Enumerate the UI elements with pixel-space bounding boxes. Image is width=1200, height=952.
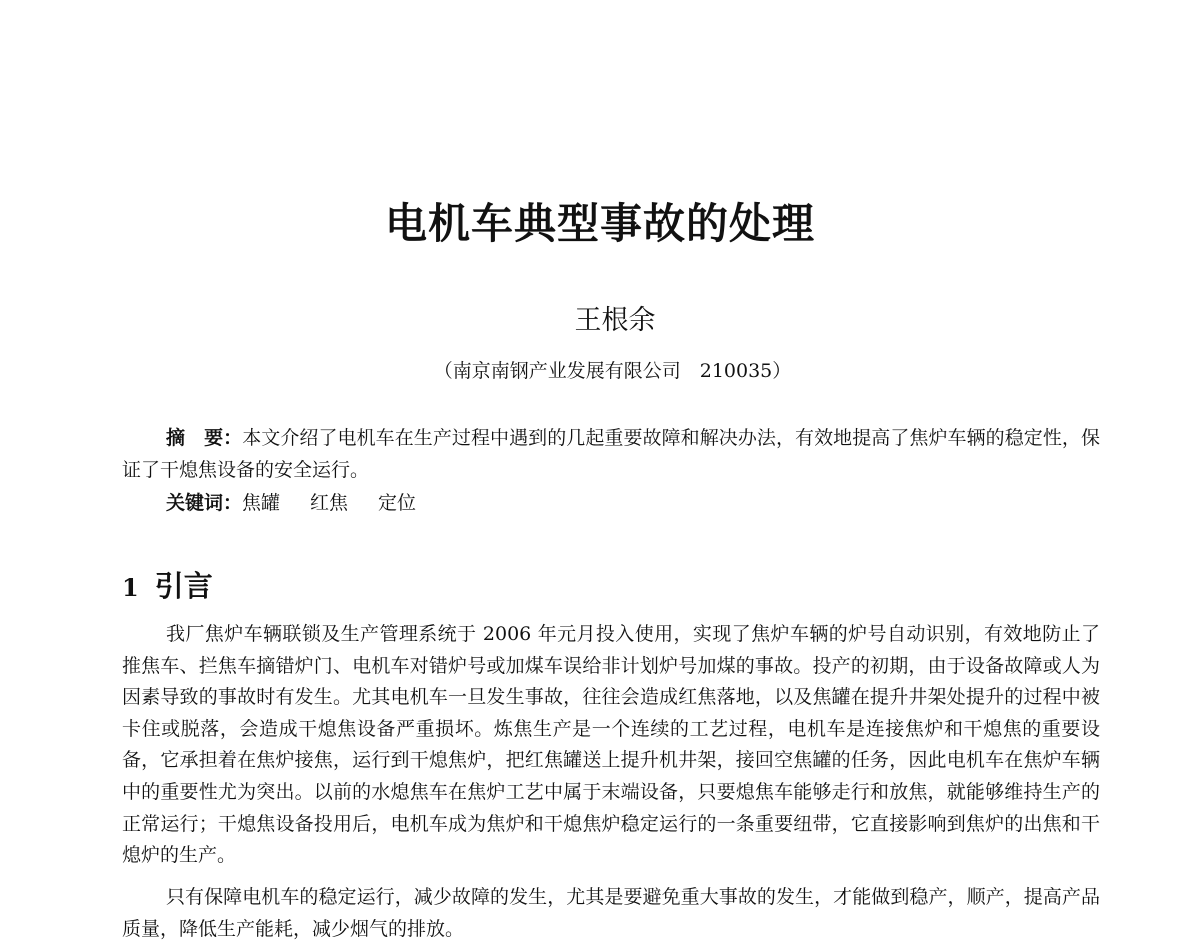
body-paragraph: 只有保障电机车的稳定运行，减少故障的发生，尤其是要避免重大事故的发生，才能做到稳产，顺产，提高产品质量，降低生产能耗，减少烟气的排放。 bbox=[122, 886, 1100, 940]
keywords bbox=[166, 487, 446, 519]
author-affiliation: （南京南钢产业发展有限公司 210035） bbox=[433, 360, 792, 382]
abstract bbox=[122, 422, 1100, 486]
section-heading bbox=[122, 566, 213, 608]
paper-title: 电机车典型事故的处理 bbox=[384, 199, 815, 248]
keyword-item: 焦罐 bbox=[242, 492, 281, 514]
keyword-item: 红焦 bbox=[310, 492, 349, 514]
keywords-label: 关键词： bbox=[166, 492, 243, 514]
body-paragraph: 我厂焦炉车辆联锁及生产管理系统于 2006 年元月投入使用，实现了焦炉车辆的炉号自动识别，有效地防止了推焦车、拦焦车摘错炉门、电机车对错炉号或加煤车误给非计划炉号加煤的事故。投产的初期，由于设备故障或人为因素导致的事故时有发生。尤其电机车一旦发生事故，往往会造成红焦落地，以及焦罐在提升井架处提升的过程中被卡住或脱落，会造成干熄焦设备严重损坏。炼焦生产是一个连续的工艺过程，电机车是连接焦炉和干熄焦的重要设备，它承担着在焦炉接焦，运行到干熄焦炉，把红焦罐送上提升机井架，接回空焦罐的任务，因此电机车在焦炉车辆中的重要性尤为突出。以前的水熄焦车在焦炉工艺中属于末端设备，只要熄焦车能够走行和放焦，就能够维持生产的正常运行；干熄焦设备投用后，电机车成为焦炉和干熄焦炉稳定运行的一条重要纽带，它直接影响到焦炉的出焦和干熄炉的生产。 bbox=[122, 623, 1100, 867]
abstract-label: 摘 要： bbox=[166, 427, 243, 449]
author-name: 王根余 bbox=[574, 305, 656, 336]
section-title: 引言 bbox=[154, 569, 213, 603]
keyword-item: 定位 bbox=[378, 492, 417, 514]
abstract-text: 本文介绍了电机车在生产过程中遇到的几起重要故障和解决办法，有效地提高了焦炉车辆的稳定性，保证了干熄焦设备的安全运行。 bbox=[122, 427, 1100, 481]
section-number: 1 bbox=[122, 573, 139, 602]
